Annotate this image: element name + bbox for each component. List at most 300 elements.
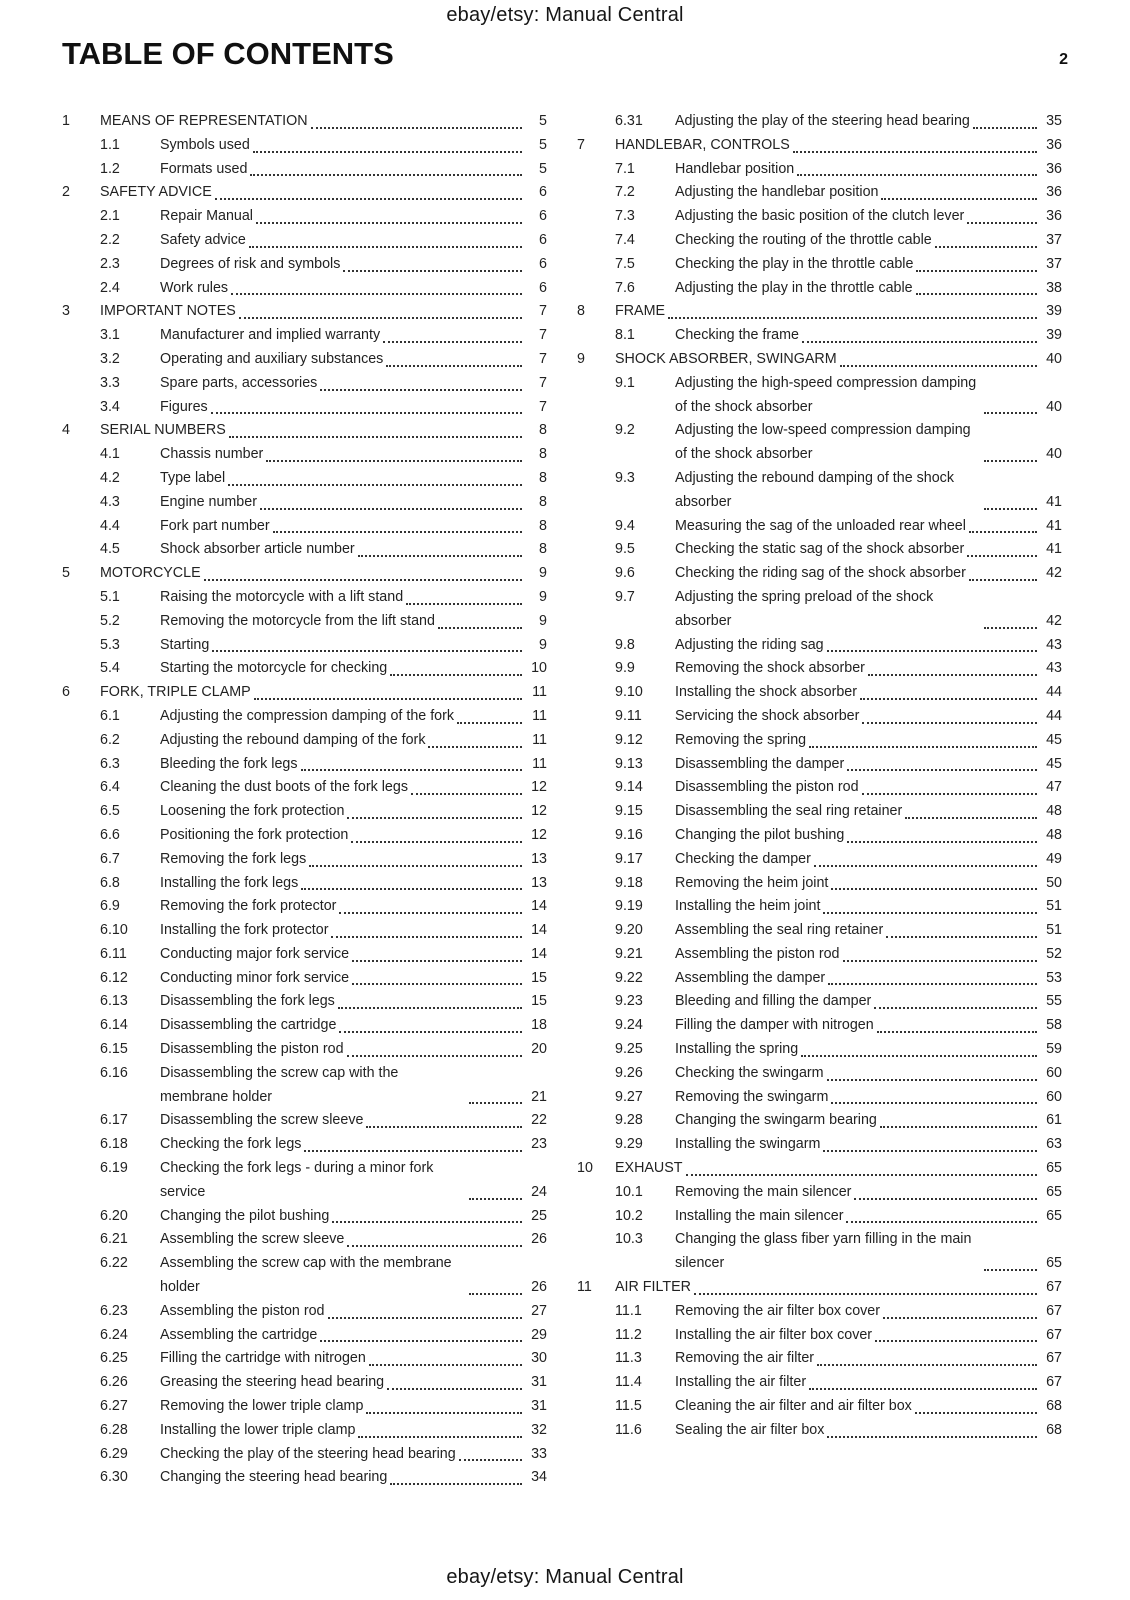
toc-entry-title: Formats used — [160, 160, 248, 177]
toc-section-row — [577, 1157, 1062, 1181]
toc-entry-page: 12 — [531, 826, 547, 843]
toc-leader-dots — [827, 650, 1037, 652]
toc-leader-dots — [386, 365, 522, 367]
toc-subsection-row — [62, 1419, 547, 1443]
toc-entry-page: 36 — [1046, 208, 1062, 225]
toc-leader-dots — [383, 341, 522, 343]
toc-leader-dots — [339, 912, 522, 914]
toc-entry-page: 12 — [531, 779, 547, 796]
toc-entry-number: 6.1 — [100, 707, 120, 724]
toc-leader-dots — [984, 412, 1037, 414]
toc-subsection-row — [577, 634, 1062, 658]
toc-subsection-row — [62, 229, 547, 253]
toc-entry-page: 67 — [1046, 1279, 1062, 1296]
toc-section-row — [62, 562, 547, 586]
toc-subsection-row — [577, 1347, 1062, 1371]
toc-leader-dots — [351, 841, 522, 843]
toc-entry-number: 6.20 — [100, 1207, 128, 1224]
toc-entry-number: 9.9 — [615, 660, 635, 677]
toc-entry-number: 11.6 — [615, 1421, 642, 1438]
toc-leader-dots — [886, 936, 1037, 938]
toc-entry-number: 3.4 — [100, 398, 120, 415]
toc-entry-number: 9.23 — [615, 993, 643, 1010]
toc-entry-number: 9.14 — [615, 779, 643, 796]
toc-leader-dots — [231, 293, 522, 295]
toc-entry-page: 58 — [1046, 1017, 1062, 1034]
toc-entry-title: Fork part number — [160, 517, 270, 534]
toc-entry-page: 5 — [539, 160, 547, 177]
toc-subsection-row — [62, 134, 547, 158]
watermark-footer: ebay/etsy: Manual Central — [446, 1566, 684, 1588]
toc-entry-number: 9.2 — [615, 422, 635, 439]
toc-entry-page: 37 — [1046, 255, 1062, 272]
toc-section-row — [577, 1276, 1062, 1300]
toc-entry-page: 67 — [1046, 1350, 1062, 1367]
toc-entry-number: 6.11 — [100, 945, 127, 962]
toc-entry-page: 22 — [531, 1112, 547, 1129]
toc-entry-number: 11.4 — [615, 1374, 642, 1391]
toc-subsection-row — [577, 1109, 1062, 1133]
toc-entry-number: 9.28 — [615, 1112, 643, 1129]
toc-entry-page: 44 — [1046, 707, 1062, 724]
toc-entry-number: 7.1 — [615, 160, 635, 177]
toc-subsection-row — [62, 1395, 547, 1419]
toc-leader-dots — [984, 508, 1037, 510]
toc-leader-dots — [253, 151, 522, 153]
toc-leader-dots — [875, 1340, 1037, 1342]
toc-entry-number: 9.20 — [615, 922, 643, 939]
toc-entry-title: Assembling the piston rod — [675, 945, 840, 962]
toc-subsection-row — [62, 657, 547, 681]
toc-entry-number: 9.27 — [615, 1088, 643, 1105]
toc-subsection-row — [62, 1324, 547, 1348]
toc-entry-number: 6.7 — [100, 850, 120, 867]
toc-entry-number: 6.17 — [100, 1112, 128, 1129]
toc-subsection-row — [577, 467, 1062, 515]
toc-entry-page: 9 — [539, 588, 547, 605]
toc-entry-title: SERIAL NUMBERS — [100, 422, 226, 439]
toc-leader-dots — [249, 246, 522, 248]
toc-entry-page: 8 — [539, 493, 547, 510]
toc-leader-dots — [358, 1436, 522, 1438]
toc-entry-number: 7.2 — [615, 184, 635, 201]
toc-subsection-row — [62, 253, 547, 277]
toc-entry-title: Positioning the fork protection — [160, 826, 349, 843]
toc-entry-number: 7.4 — [615, 231, 635, 248]
toc-entry-number: 6.30 — [100, 1469, 128, 1486]
toc-section-row — [62, 181, 547, 205]
toc-subsection-row — [577, 824, 1062, 848]
toc-leader-dots — [797, 174, 1037, 176]
toc-entry-page: 61 — [1046, 1112, 1062, 1129]
toc-entry-title: Checking the static sag of the shock absorber — [675, 541, 965, 558]
toc-leader-dots — [874, 1007, 1037, 1009]
toc-entry-page: 7 — [539, 350, 547, 367]
toc-subsection-row — [62, 1109, 547, 1133]
toc-entry-number: 11 — [577, 1279, 592, 1296]
toc-leader-dots — [831, 888, 1037, 890]
toc-subsection-row — [62, 515, 547, 539]
toc-entry-number: 9.26 — [615, 1064, 643, 1081]
toc-leader-dots — [304, 1150, 522, 1152]
toc-entry-number: 10.3 — [615, 1231, 643, 1248]
toc-entry-title: Removing the air filter — [675, 1350, 815, 1367]
toc-entry-page: 55 — [1046, 993, 1062, 1010]
toc-entry-page: 14 — [531, 922, 547, 939]
toc-leader-dots — [266, 460, 522, 462]
toc-leader-dots — [877, 1031, 1037, 1033]
toc-entry-number: 6.16 — [100, 1064, 128, 1081]
toc-entry-page: 51 — [1046, 898, 1062, 915]
toc-entry-number: 1 — [62, 113, 70, 129]
toc-entry-page: 8 — [539, 469, 547, 486]
toc-entry-page: 36 — [1046, 184, 1062, 201]
toc-entry-number: 9.1 — [615, 374, 635, 391]
toc-entry-title: Raising the motorcycle with a lift stand — [160, 588, 404, 605]
toc-entry-number: 6.10 — [100, 922, 128, 939]
toc-entry-page: 5 — [539, 113, 547, 129]
toc-section-row — [62, 681, 547, 705]
toc-subsection-row — [62, 372, 547, 396]
toc-subsection-row — [62, 967, 547, 991]
toc-entry-title: Installing the main silencer — [675, 1207, 844, 1224]
toc-entry-number: 4 — [62, 422, 70, 439]
toc-leader-dots — [254, 698, 522, 700]
toc-leader-dots — [840, 365, 1037, 367]
toc-entry-number: 9.11 — [615, 707, 642, 724]
toc-subsection-row — [62, 1371, 547, 1395]
toc-entry-page: 36 — [1046, 160, 1062, 177]
toc-entry-number: 9.7 — [615, 588, 635, 605]
toc-entry-number: 9.3 — [615, 469, 635, 486]
toc-entry-number: 6.22 — [100, 1255, 128, 1272]
toc-entry-page: 65 — [1046, 1183, 1062, 1200]
toc-entry-page: 65 — [1046, 1255, 1062, 1272]
toc-entry-title: Repair Manual — [160, 208, 253, 225]
toc-leader-dots — [211, 412, 522, 414]
toc-entry-title: Spare parts, accessories — [160, 374, 318, 391]
toc-entry-page: 6 — [539, 255, 547, 272]
toc-subsection-row — [577, 1086, 1062, 1110]
toc-subsection-row — [577, 967, 1062, 991]
toc-entry-title: Changing the pilot bushing — [675, 826, 845, 843]
toc-entry-page: 50 — [1046, 874, 1062, 891]
toc-entry-number: 10.2 — [615, 1207, 643, 1224]
toc-entry-number: 6.25 — [100, 1350, 128, 1367]
toc-entry-title: Conducting major fork service — [160, 945, 350, 962]
toc-entry-number: 9.22 — [615, 969, 643, 986]
toc-entry-title: Assembling the screw sleeve — [160, 1231, 345, 1248]
toc-entry-title: Changing the glass fiber yarn filling in the main silencer — [675, 1231, 972, 1272]
toc-entry-title: Installing the heim joint — [675, 898, 821, 915]
toc-entry-title: Bleeding and filling the damper — [675, 993, 872, 1010]
toc-entry-title: Chassis number — [160, 446, 264, 463]
toc-entry-title: Checking the swingarm — [675, 1064, 824, 1081]
toc-leader-dots — [916, 270, 1037, 272]
toc-subsection-row — [62, 396, 547, 420]
toc-entry-title: Symbols used — [160, 136, 250, 153]
toc-entry-title: Removing the main silencer — [675, 1183, 852, 1200]
toc-leader-dots — [250, 174, 522, 176]
toc-leader-dots — [905, 817, 1037, 819]
toc-entry-number: 9.12 — [615, 731, 643, 748]
toc-entry-page: 31 — [531, 1374, 547, 1391]
toc-entry-title: Disassembling the piston rod — [675, 779, 859, 796]
toc-entry-title: Adjusting the riding sag — [675, 636, 824, 653]
toc-entry-number: 6.12 — [100, 969, 128, 986]
toc-leader-dots — [273, 531, 522, 533]
toc-entry-page: 39 — [1046, 303, 1062, 320]
toc-entry-title: Adjusting the compression damping of the fork — [160, 707, 455, 724]
toc-entry-title: Checking the damper — [675, 850, 811, 867]
toc-entry-number: 3.1 — [100, 327, 120, 344]
toc-entry-title: Removing the shock absorber — [675, 660, 865, 677]
toc-subsection-row — [62, 634, 547, 658]
title-row — [62, 36, 1070, 72]
toc-entry-page: 6 — [539, 184, 547, 201]
toc-entry-number: 3.3 — [100, 374, 120, 391]
toc-entry-page: 60 — [1046, 1064, 1062, 1081]
toc-section-row — [62, 419, 547, 443]
toc-entry-page: 14 — [531, 898, 547, 915]
toc-leader-dots — [352, 983, 522, 985]
toc-entry-page: 12 — [531, 803, 547, 820]
toc-entry-title: Cleaning the air filter and air filter box — [675, 1398, 912, 1415]
toc-subsection-row — [577, 538, 1062, 562]
toc-leader-dots — [239, 317, 522, 319]
toc-entry-title: Removing the fork legs — [160, 850, 307, 867]
toc-section-row — [577, 300, 1062, 324]
toc-entry-title: Adjusting the basic position of the clutch lever — [675, 208, 965, 225]
toc-subsection-row — [577, 1038, 1062, 1062]
toc-leader-dots — [883, 1317, 1037, 1319]
toc-entry-title: SHOCK ABSORBER, SWINGARM — [615, 350, 837, 367]
toc-subsection-row — [62, 1443, 547, 1467]
toc-subsection-row — [62, 848, 547, 872]
toc-leader-dots — [215, 198, 522, 200]
toc-entry-page: 41 — [1046, 541, 1062, 558]
toc-leader-dots — [967, 222, 1037, 224]
toc-entry-title: MEANS OF REPRESENTATION — [100, 113, 308, 129]
toc-section-row — [62, 300, 547, 324]
toc-leader-dots — [328, 1317, 522, 1319]
toc-leader-dots — [860, 698, 1037, 700]
toc-entry-number: 5.3 — [100, 636, 120, 653]
toc-leader-dots — [817, 1364, 1037, 1366]
toc-entry-page: 11 — [532, 684, 547, 701]
toc-entry-number: 9.19 — [615, 898, 643, 915]
toc-entry-number: 4.1 — [100, 446, 120, 463]
toc-entry-number: 2 — [62, 184, 70, 201]
toc-entry-title: Checking the routing of the throttle cable — [675, 231, 932, 248]
toc-subsection-row — [577, 1014, 1062, 1038]
toc-entry-title: Installing the air filter box cover — [675, 1326, 873, 1343]
toc-subsection-row — [577, 729, 1062, 753]
toc-entry-number: 6.9 — [100, 898, 120, 915]
toc-entry-number: 9.21 — [615, 945, 643, 962]
toc-entry-title: IMPORTANT NOTES — [100, 303, 236, 320]
toc-subsection-row — [577, 848, 1062, 872]
toc-entry-page: 41 — [1046, 493, 1062, 510]
toc-leader-dots — [411, 793, 522, 795]
toc-section-row — [62, 110, 547, 134]
toc-entry-page: 48 — [1046, 803, 1062, 820]
toc-entry-page: 7 — [539, 303, 547, 320]
toc-leader-dots — [369, 1364, 522, 1366]
toc-entry-number: 6.24 — [100, 1326, 128, 1343]
toc-leader-dots — [311, 127, 522, 129]
toc-entry-number: 4.2 — [100, 469, 120, 486]
toc-column-right — [577, 110, 1062, 1490]
toc-entry-title: Filling the damper with nitrogen — [675, 1017, 874, 1034]
toc-entry-number: 7.3 — [615, 208, 635, 225]
toc-entry-title: Filling the cartridge with nitrogen — [160, 1350, 366, 1367]
toc-leader-dots — [390, 674, 522, 676]
toc-leader-dots — [301, 769, 523, 771]
toc-entry-title: Adjusting the rebound damping of the fork — [160, 731, 426, 748]
toc-entry-page: 60 — [1046, 1088, 1062, 1105]
toc-entry-title: SAFETY ADVICE — [100, 184, 212, 201]
toc-leader-dots — [862, 793, 1037, 795]
toc-subsection-row — [577, 1371, 1062, 1395]
toc-leader-dots — [843, 960, 1037, 962]
toc-entry-page: 10 — [531, 660, 547, 677]
toc-entry-number: 6.2 — [100, 731, 120, 748]
toc-subsection-row — [577, 253, 1062, 277]
toc-entry-page: 26 — [531, 1279, 547, 1296]
toc-entry-title: Removing the heim joint — [675, 874, 829, 891]
toc-entry-title: Disassembling the screw cap with the membrane holder — [160, 1064, 399, 1105]
toc-subsection-row — [62, 348, 547, 372]
toc-entry-title: Conducting minor fork service — [160, 969, 350, 986]
toc-leader-dots — [469, 1293, 522, 1295]
toc-leader-dots — [406, 603, 522, 605]
toc-entry-title: Checking the riding sag of the shock absorber — [675, 565, 966, 582]
toc-leader-dots — [469, 1198, 522, 1200]
toc-entry-title: Removing the swingarm — [675, 1088, 829, 1105]
toc-entry-page: 27 — [531, 1302, 547, 1319]
toc-entry-page: 37 — [1046, 231, 1062, 248]
toc-entry-number: 9.10 — [615, 684, 643, 701]
toc-entry-title: Adjusting the spring preload of the shock absorber — [675, 588, 934, 629]
toc-leader-dots — [694, 1293, 1037, 1295]
toc-leader-dots — [969, 579, 1037, 581]
toc-entry-number: 2.1 — [100, 208, 120, 225]
toc-entry-number: 6.6 — [100, 826, 120, 843]
toc-entry-number: 6.26 — [100, 1374, 128, 1391]
toc-entry-page: 9 — [539, 612, 547, 629]
toc-leader-dots — [862, 722, 1037, 724]
toc-subsection-row — [577, 181, 1062, 205]
toc-leader-dots — [827, 1079, 1037, 1081]
toc-subsection-row — [577, 943, 1062, 967]
toc-subsection-row — [62, 491, 547, 515]
toc-leader-dots — [347, 1055, 522, 1057]
toc-entry-number: 5.2 — [100, 612, 120, 629]
toc-entry-number: 6.18 — [100, 1136, 128, 1153]
toc-subsection-row — [577, 1062, 1062, 1086]
toc-leader-dots — [256, 222, 522, 224]
toc-entry-number: 2.3 — [100, 255, 120, 272]
toc-entry-number: 6.28 — [100, 1421, 128, 1438]
toc-leader-dots — [823, 1150, 1037, 1152]
toc-entry-title: Measuring the sag of the unloaded rear wheel — [675, 517, 966, 534]
toc-subsection-row — [62, 919, 547, 943]
toc-subsection-row — [62, 205, 547, 229]
toc-entry-number: 6.4 — [100, 779, 120, 796]
toc-entry-number: 11.3 — [615, 1350, 642, 1367]
toc-entry-title: Assembling the piston rod — [160, 1302, 325, 1319]
toc-leader-dots — [469, 1102, 522, 1104]
toc-entry-title: Checking the fork legs - during a minor fork service — [160, 1160, 434, 1200]
toc-entry-page: 59 — [1046, 1041, 1062, 1058]
toc-entry-title: Adjusting the play of the steering head bearing — [675, 113, 970, 129]
toc-subsection-row — [577, 324, 1062, 348]
toc-entry-title: Adjusting the play in the throttle cable — [675, 279, 913, 296]
toc-entry-page: 8 — [539, 422, 547, 439]
toc-entry-number: 8 — [577, 303, 585, 320]
toc-entry-page: 42 — [1046, 612, 1062, 629]
toc-leader-dots — [366, 1412, 522, 1414]
toc-entry-number: 11.1 — [615, 1302, 642, 1319]
toc-leader-dots — [331, 936, 522, 938]
toc-entry-title: Disassembling the cartridge — [160, 1017, 337, 1034]
toc-entry-title: Installing the spring — [675, 1041, 799, 1058]
toc-subsection-row — [577, 277, 1062, 301]
toc-entry-page: 51 — [1046, 922, 1062, 939]
toc-entry-page: 6 — [539, 208, 547, 225]
toc-entry-number: 7.5 — [615, 255, 635, 272]
toc-leader-dots — [343, 270, 522, 272]
toc-subsection-row — [577, 753, 1062, 777]
toc-leader-dots — [984, 1269, 1037, 1271]
toc-leader-dots — [352, 960, 522, 962]
toc-entry-title: Bleeding the fork legs — [160, 755, 298, 772]
toc-entry-title: MOTORCYCLE — [100, 565, 201, 582]
toc-entry-page: 20 — [531, 1041, 547, 1058]
toc-entry-number: 11.5 — [615, 1398, 642, 1415]
toc-entry-page: 45 — [1046, 731, 1062, 748]
toc-entry-title: Assembling the cartridge — [160, 1326, 318, 1343]
toc-leader-dots — [212, 650, 522, 652]
toc-subsection-row — [577, 110, 1062, 134]
toc-entry-page: 63 — [1046, 1136, 1062, 1153]
toc-subsection-row — [577, 776, 1062, 800]
toc-entry-title: Removing the lower triple clamp — [160, 1398, 364, 1415]
toc-subsection-row — [62, 1014, 547, 1038]
toc-leader-dots — [880, 1126, 1037, 1128]
toc-subsection-row — [62, 443, 547, 467]
toc-subsection-row — [62, 824, 547, 848]
toc-entry-page: 11 — [532, 731, 547, 748]
toc-entry-page: 14 — [531, 945, 547, 962]
toc-subsection-row — [62, 1466, 547, 1490]
toc-entry-title: Operating and auxiliary substances — [160, 350, 384, 367]
toc-leader-dots — [390, 1483, 522, 1485]
toc-entry-page: 5 — [539, 136, 547, 153]
toc-leader-dots — [339, 1031, 522, 1033]
toc-leader-dots — [973, 127, 1037, 129]
toc-leader-dots — [854, 1198, 1037, 1200]
toc-entry-number: 9.8 — [615, 636, 635, 653]
toc-entry-number: 6 — [62, 684, 70, 701]
toc-entry-page: 39 — [1046, 327, 1062, 344]
toc-leader-dots — [801, 1055, 1037, 1057]
toc-entry-number: 9.13 — [615, 755, 643, 772]
toc-entry-page: 65 — [1046, 1207, 1062, 1224]
page-title: TABLE OF CONTENTS — [62, 36, 394, 71]
toc-entry-page: 67 — [1046, 1326, 1062, 1343]
